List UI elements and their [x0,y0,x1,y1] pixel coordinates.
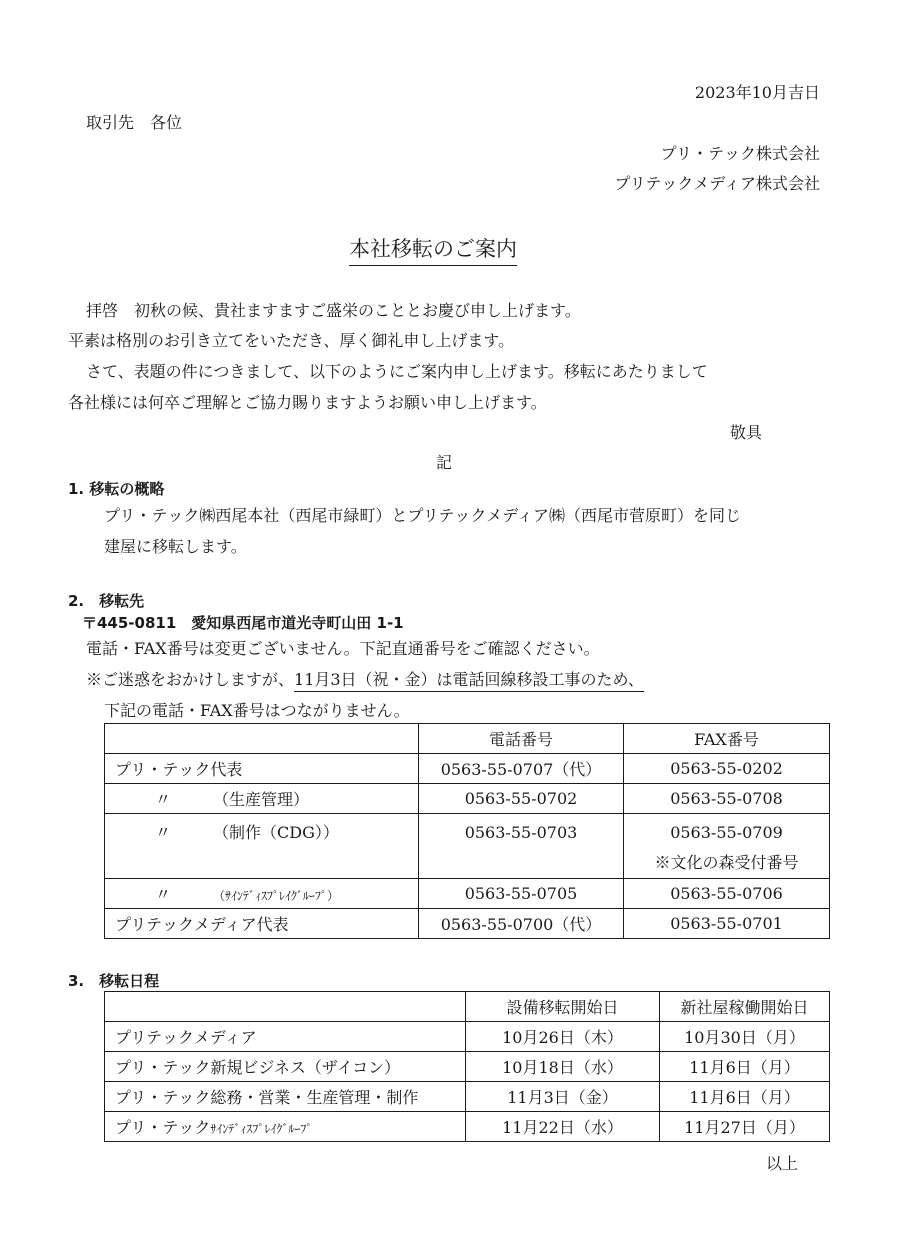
table-row [105,1112,830,1142]
department: （ｻｲﾝﾃﾞｨｽﾌﾟﾚｲｸﾞﾙｰﾌﾟ） [213,889,340,903]
operation-start-date: 11月6日（月） [660,1052,830,1082]
new-address: 〒445-0811 愛知県西尾市道光寺町山田 1-1 [82,614,404,632]
table-header-cell [105,724,419,754]
phone-table [104,723,830,939]
fax-note: ※文化の森受付番号 [654,853,799,872]
section-3-heading: 3. 移転日程 [68,972,160,990]
move-start-date: 11月3日（金） [466,1082,660,1112]
org-name: プリ・テック新規ビジネス（ザイコン） [105,1052,466,1082]
ki-marker: 記 [436,453,453,472]
fax-number: 0563-55-0708 [624,784,830,814]
greeting-line-1: 拝啓 初秋の候、貴社ますますご盛栄のこととお慶び申し上げます。 [86,301,581,320]
note-2-prefix: ※ご迷惑をおかけしますが、 [86,670,295,689]
org-name: プリテックメディア [105,1022,466,1052]
greeting-line-2: 平素は格別のお引き立てをいただき、厚く御礼申し上げます。 [68,331,515,350]
move-start-date: 10月26日（木） [466,1022,660,1052]
section-2-heading: 2. 移転先 [68,592,145,610]
table-header-cell: FAX番号 [624,724,830,754]
tel-number: 0563-55-0705 [419,879,624,909]
department: （生産管理） [213,790,310,809]
section-1-body-1: プリ・テック㈱西尾本社（西尾市緑町）とプリテックメディア㈱（西尾市菅原町）を同じ [104,506,741,525]
closing-keigu: 敬具 [730,423,763,442]
org-name: プリ・テック総務・営業・生産管理・制作 [105,1082,466,1112]
recipient: 取引先 各位 [86,113,183,132]
ditto-mark: 〃 [155,823,172,842]
table-row [105,879,830,909]
section-2-note-1: 電話・FAX番号は変更ございません。下記直通番号をご確認ください。 [86,639,600,658]
document-date: 2023年10月吉日 [694,83,820,102]
org-name [105,784,419,814]
fax-number: 0563-55-0706 [624,879,830,909]
fax-number-cell [624,814,830,879]
table-row [105,1052,830,1082]
tel-number: 0563-55-0702 [419,784,624,814]
closing-ijou: 以上 [766,1154,799,1173]
schedule-table [104,991,830,1142]
section-2-note-2 [86,667,644,690]
fax-number: 0563-55-0701 [624,909,830,939]
table-header-cell: 新社屋稼働開始日 [660,992,830,1022]
page-title: 本社移転のご案内 [349,233,517,266]
table-header-row [105,724,830,754]
section-1-heading: 1. 移転の概略 [68,480,165,498]
table-header-cell: 設備移転開始日 [466,992,660,1022]
move-start-date: 11月22日（水） [466,1112,660,1142]
org-name-main: プリ・テック [115,1118,211,1137]
operation-start-date: 11月27日（月） [660,1112,830,1142]
table-header-cell [105,992,466,1022]
org-name [105,814,419,879]
move-start-date: 10月18日（水） [466,1052,660,1082]
table-header-cell: 電話番号 [419,724,624,754]
table-row [105,784,830,814]
operation-start-date: 11月6日（月） [660,1082,830,1112]
tel-number: 0563-55-0703 [419,814,624,879]
table-row [105,754,830,784]
ditto-mark: 〃 [155,885,172,904]
operation-start-date: 10月30日（月） [660,1022,830,1052]
tel-number: 0563-55-0707（代） [419,754,624,784]
ditto-mark: 〃 [155,790,172,809]
org-name-group: ｻｲﾝﾃﾞｨｽﾌﾟﾚｲｸﾞﾙｰﾌﾟ [210,1122,313,1136]
org-name: プリテックメディア代表 [105,909,419,939]
sender-company-2: プリテックメディア株式会社 [614,174,820,193]
org-name [105,1112,466,1142]
table-row [105,909,830,939]
fax-number: 0563-55-0202 [624,754,830,784]
org-name [105,879,419,909]
table-row [105,1082,830,1112]
fax-number: 0563-55-0709 [670,823,783,842]
tel-number: 0563-55-0700（代） [419,909,624,939]
sender-company-1: プリ・テック株式会社 [660,144,820,163]
section-1-body-2: 建屋に移転します。 [104,537,247,556]
greeting-line-3: さて、表題の件につきまして、以下のようにご案内申し上げます。移転にあたりまして [86,362,708,381]
department: （制作（CDG）） [213,823,339,842]
greeting-line-4: 各社様には何卒ご理解とご協力賜りますようお願い申し上げます。 [68,393,547,412]
note-2-underlined: 11月3日（祝・金）は電話回線移設工事のため、 [294,670,644,692]
table-header-row [105,992,830,1022]
table-row [105,1022,830,1052]
section-2-note-3: 下記の電話・FAX番号はつながりません。 [104,698,410,724]
org-name: プリ・テック代表 [105,754,419,784]
table-row [105,814,830,879]
